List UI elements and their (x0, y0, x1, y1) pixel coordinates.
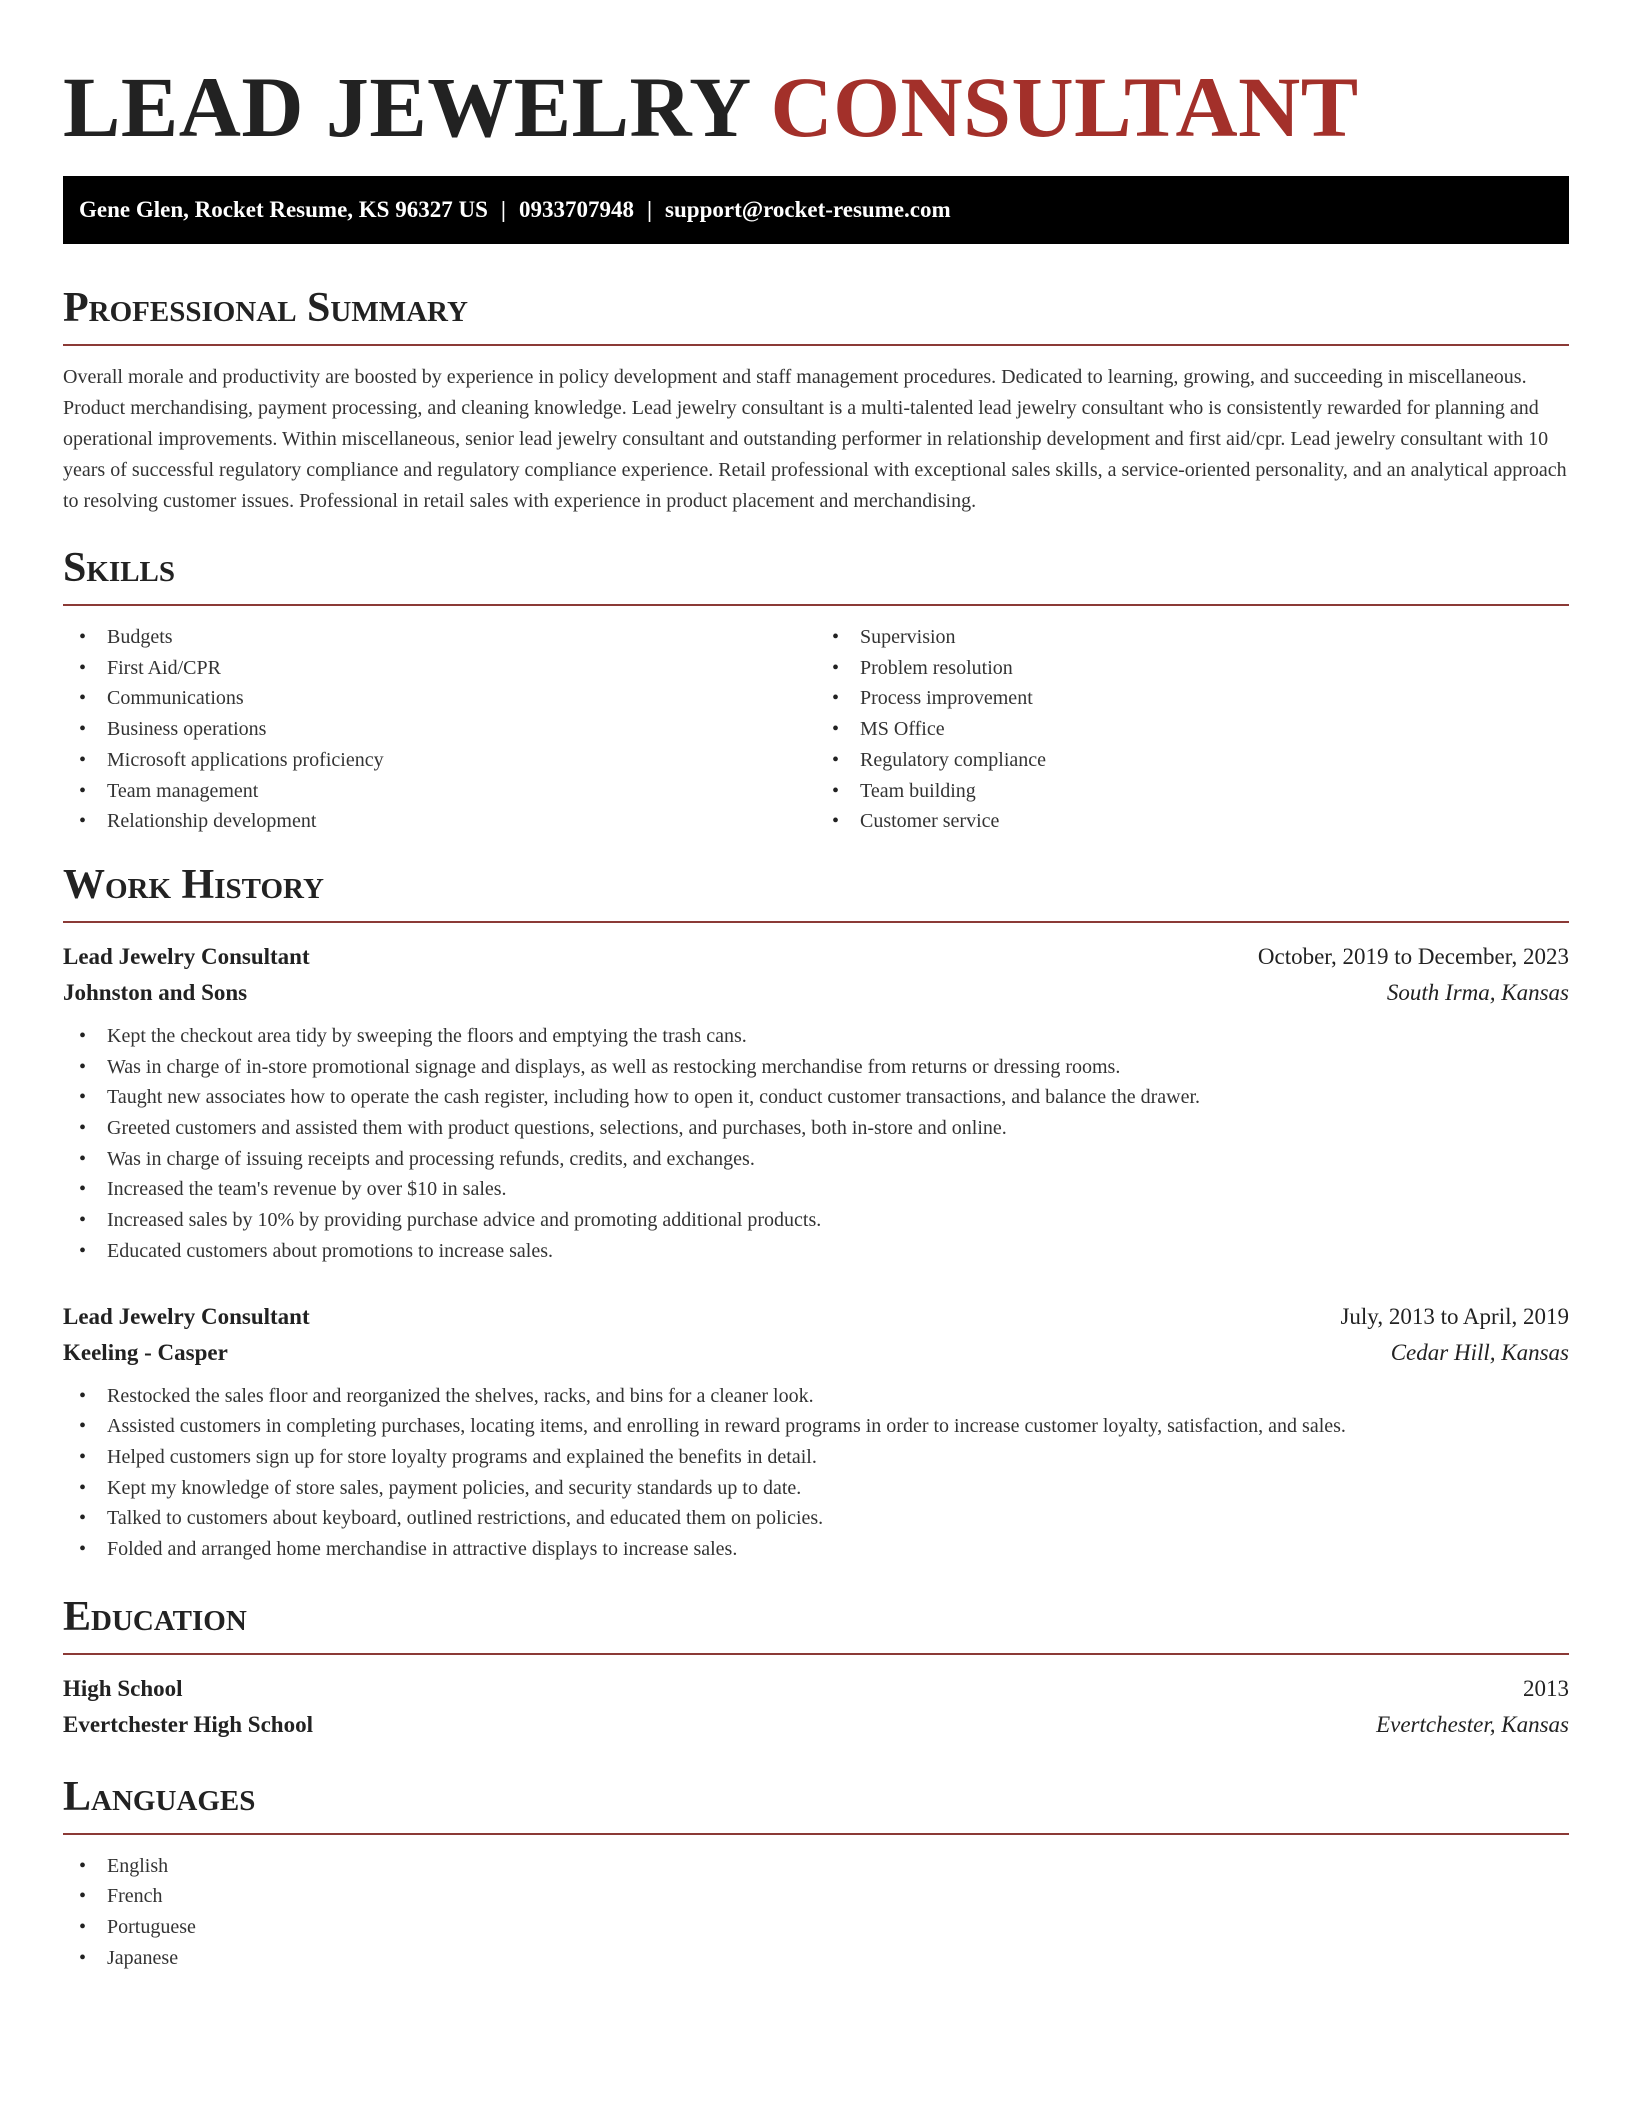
skill-item: • MS Office (816, 714, 1569, 745)
section-divider (63, 604, 1569, 606)
skill-item: • Budgets (63, 622, 816, 653)
contact-separator: | (500, 197, 506, 222)
job-title: Lead Jewelry Consultant (63, 1303, 310, 1329)
work-history-section (63, 861, 1569, 1565)
education-subheader (63, 1707, 1569, 1743)
job-duty-item: • Taught new associates how to operate the cash register, including how to open it, conduct customer transactions, and balance the drawer. (63, 1082, 1569, 1113)
section-divider (63, 1833, 1569, 1835)
skill-item: • First Aid/CPR (63, 653, 816, 684)
job-duty-item: • Greeted customers and assisted them with product questions, selections, and purchases, both in-store and online. (63, 1113, 1569, 1144)
contact-phone: 0933707948 (518, 197, 634, 222)
job-duty-item: • Talked to customers about keyboard, outlined restrictions, and educated them on policies. (63, 1503, 1569, 1534)
job-duty-item: • Folded and arranged home merchandise in attractive displays to increase sales. (63, 1534, 1569, 1565)
skills-section (63, 544, 1569, 837)
job-company: Johnston and Sons (63, 979, 248, 1005)
skill-item: • Communications (63, 683, 816, 714)
summary-heading: Professional Summary (63, 285, 468, 331)
contact-address: Gene Glen, Rocket Resume, KS 96327 US (79, 197, 488, 222)
education-header (63, 1671, 1569, 1707)
skills-list-left (63, 622, 816, 837)
skill-item: • Regulatory compliance (816, 745, 1569, 776)
job-location: South Irma, Kansas (1386, 979, 1569, 1005)
job-subheader (63, 1335, 1569, 1371)
language-item: • French (63, 1881, 1569, 1912)
skill-item: • Team building (816, 776, 1569, 807)
summary-text: Overall morale and productivity are boosted by experience in policy development and staff management procedures. Dedicated to learning, growing, and succeeding in miscellaneous. Product merchandising, payment processing, and cleaning knowledge. Lead jewelry consultant is a multi-talented lead jewelry consultant who is consistently rewarded for planning and operational improvements. Within miscellaneous, senior lead jewelry consultant and outstanding performer in relationship development and first aid/cpr. Lead jewelry consultant with 10 years of successful regulatory compliance and regulatory compliance experience. Retail professional with exceptional sales skills, a service-oriented personality, and an analytical approach to resolving customer issues. Professional in retail sales with experience in product placement and merchandising. (63, 366, 1567, 512)
job-header (63, 939, 1569, 975)
education-section (63, 1593, 1569, 1743)
languages-section (63, 1773, 1569, 1974)
contact-separator: | (646, 197, 653, 222)
section-divider (63, 344, 1569, 346)
job-duty-item: • Assisted customers in completing purchases, locating items, and enrolling in reward programs in order to increase customer loyalty, satisfaction, and sales. (63, 1411, 1569, 1442)
skill-item: • Microsoft applications proficiency (63, 745, 816, 776)
job-dates: July, 2013 to April, 2019 (1340, 1303, 1569, 1329)
language-item: • Japanese (63, 1943, 1569, 1974)
job-duty-item: • Helped customers sign up for store loyalty programs and explained the benefits in detail. (63, 1442, 1569, 1473)
education-school: Evertchester High School (63, 1711, 313, 1737)
skill-item: • Process improvement (816, 683, 1569, 714)
job-entry (63, 1299, 1569, 1565)
job-duty-item: • Educated customers about promotions to increase sales. (63, 1236, 1569, 1267)
language-item: • Portuguese (63, 1912, 1569, 1943)
skills-list-right (816, 622, 1569, 837)
skill-item: • Business operations (63, 714, 816, 745)
job-duty-item: • Restocked the sales floor and reorganized the shelves, racks, and bins for a cleaner look. (63, 1381, 1569, 1412)
job-duty-item: • Was in charge of issuing receipts and processing refunds, credits, and exchanges. (63, 1144, 1569, 1175)
education-entry (63, 1671, 1569, 1743)
skill-item: • Problem resolution (816, 653, 1569, 684)
job-subheader (63, 975, 1569, 1011)
job-title: Lead Jewelry Consultant (63, 943, 310, 969)
language-item: • English (63, 1851, 1569, 1882)
job-duty-item: • Kept the checkout area tidy by sweeping the floors and emptying the trash cans. (63, 1021, 1569, 1052)
job-duty-item: • Kept my knowledge of store sales, payment policies, and security standards up to date. (63, 1473, 1569, 1504)
skills-grid (63, 622, 1569, 837)
title-part-2: CONSULTANT (770, 59, 1359, 155)
job-dates: October, 2019 to December, 2023 (1257, 943, 1569, 969)
job-entry (63, 939, 1569, 1267)
job-location: Cedar Hill, Kansas (1390, 1339, 1569, 1365)
job-duties (63, 1381, 1569, 1565)
section-divider (63, 921, 1569, 923)
skill-item: • Customer service (816, 806, 1569, 837)
work-history-heading: Work History (63, 861, 324, 908)
education-year: 2013 (1523, 1675, 1569, 1701)
job-header (63, 1299, 1569, 1335)
title-part-1: LEAD JEWELRY (63, 59, 749, 155)
skill-item: • Relationship development (63, 806, 816, 837)
job-company: Keeling - Casper (63, 1339, 228, 1365)
job-duty-item: • Increased the team's revenue by over $10 in sales. (63, 1174, 1569, 1205)
section-divider (63, 1653, 1569, 1655)
job-duty-item: • Was in charge of in-store promotional signage and displays, as well as restocking merchandise from returns or dressing rooms. (63, 1052, 1569, 1083)
education-heading: Education (63, 1593, 247, 1640)
languages-list (63, 1851, 1569, 1974)
resume-title (63, 0, 1569, 162)
education-degree: High School (63, 1675, 183, 1701)
languages-heading: Languages (63, 1773, 256, 1820)
skills-heading: Skills (63, 545, 176, 591)
contact-bar (63, 176, 1569, 244)
job-duty-item: • Increased sales by 10% by providing purchase advice and promoting additional products. (63, 1205, 1569, 1236)
contact-email: support@rocket-resume.com (665, 197, 951, 222)
skill-item: • Team management (63, 776, 816, 807)
education-location: Evertchester, Kansas (1376, 1711, 1569, 1737)
skill-item: • Supervision (816, 622, 1569, 653)
job-duties (63, 1021, 1569, 1267)
summary-section (63, 284, 1569, 517)
